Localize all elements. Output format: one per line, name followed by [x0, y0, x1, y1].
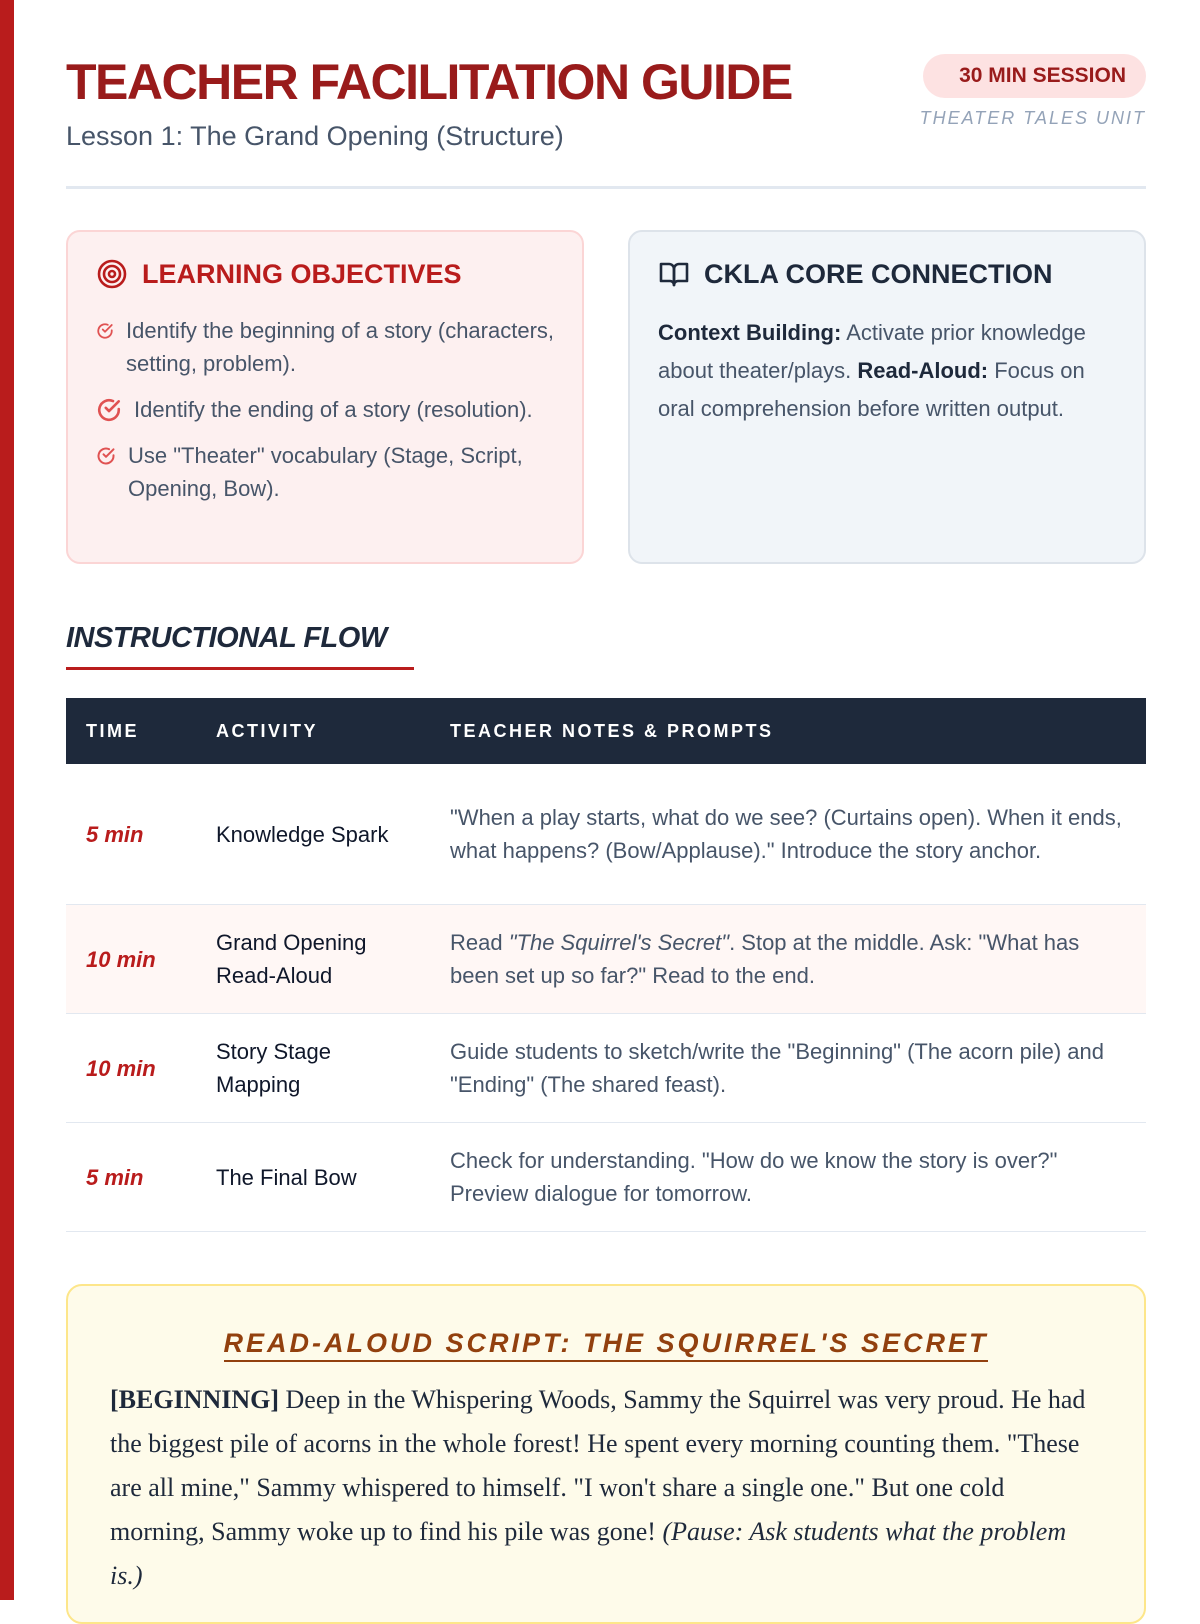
- read-aloud-title-text: READ-ALOUD SCRIPT: THE SQUIRREL'S SECRET: [224, 1328, 989, 1362]
- row-time: 10 min: [66, 1014, 196, 1123]
- open-book-icon: [658, 258, 690, 290]
- read-aloud-text: Focus on oral comprehension before written output.: [658, 358, 1085, 421]
- table-row: [66, 764, 1146, 905]
- table-row: [66, 905, 1146, 1014]
- ckla-heading: CKLA CORE CONNECTION: [704, 258, 1053, 289]
- objective-text: Identify the ending of a story (resolution).: [134, 397, 533, 422]
- ckla-connection-card: [628, 230, 1146, 564]
- read-aloud-script-box: [66, 1284, 1146, 1624]
- table-row: [66, 1014, 1146, 1123]
- learning-objectives-card: [66, 230, 584, 564]
- row-time: 5 min: [66, 1123, 196, 1232]
- objectives-heading: LEARNING OBJECTIVES: [142, 258, 462, 289]
- row-time: 10 min: [66, 905, 196, 1014]
- unit-label: THEATER TALES UNIT: [919, 108, 1146, 128]
- page-title: TEACHER FACILITATION GUIDE: [66, 54, 792, 110]
- table-row: [66, 1123, 1146, 1232]
- row-activity: Story Stage Mapping: [196, 1014, 430, 1123]
- read-aloud-label: Read-Aloud:: [857, 358, 989, 383]
- column-header-time: TIME: [66, 698, 196, 764]
- objectives-list: [96, 314, 556, 518]
- instructional-flow-table: [66, 698, 1146, 1232]
- facilitation-guide-page: [66, 0, 1146, 1590]
- ckla-description: [658, 314, 1120, 428]
- column-header-notes: TEACHER NOTES & PROMPTS: [430, 698, 1146, 764]
- check-circle-icon: [96, 393, 134, 426]
- table-header-row: [66, 698, 1146, 764]
- section-marker: [BEGINNING]: [110, 1385, 280, 1414]
- instructional-flow-heading: INSTRUCTIONAL FLOW: [66, 622, 387, 654]
- target-icon: [96, 258, 128, 290]
- read-aloud-title: [68, 1328, 1144, 1359]
- row-activity: Knowledge Spark: [196, 764, 430, 905]
- objectives-header: [96, 258, 462, 290]
- context-building-label: Context Building:: [658, 320, 842, 345]
- row-activity: Grand Opening Read-Aloud: [196, 905, 430, 1014]
- page-header: [66, 0, 1146, 189]
- row-notes: [430, 905, 1146, 1014]
- row-notes: Check for understanding. "How do we know the story is over?" Preview dialogue for tomorrow.: [430, 1123, 1146, 1232]
- heading-underline: [66, 667, 414, 670]
- pause-note: (Pause: Ask students what the problem is.): [110, 1517, 1067, 1590]
- check-circle-icon: [96, 314, 126, 347]
- context-building-text: Activate prior knowledge about theater/plays.: [658, 320, 1086, 383]
- left-accent-bar: [0, 0, 14, 1600]
- objective-text: Identify the beginning of a story (characters, setting, problem).: [126, 318, 555, 376]
- story-title-emphasis: "The Squirrel's Secret": [508, 930, 730, 955]
- row-notes-pre: Read: [450, 930, 509, 955]
- session-badge: 30 MIN SESSION: [923, 54, 1146, 98]
- story-text: Deep in the Whispering Woods, Sammy the Squirrel was very proud. He had the biggest pile of acorns in the whole forest! He spent every morning counting them. "These are all mine," Sammy whispered to himself. "I won't share a single one." But one cold morning, Sammy woke up to find his pile was gone!: [110, 1385, 1086, 1546]
- row-notes: "When a play starts, what do we see? (Curtains open). When it ends, what happens? (Bow/Applause)." Introduce the story anchor.: [430, 764, 1146, 905]
- objective-text: Use "Theater" vocabulary (Stage, Script, Opening, Bow).: [128, 443, 523, 501]
- row-activity: The Final Bow: [196, 1123, 430, 1232]
- row-notes-post: . Stop at the middle. Ask: "What has been set up so far?" Read to the end.: [450, 930, 1080, 988]
- column-header-activity: ACTIVITY: [196, 698, 430, 764]
- objective-item: [96, 439, 556, 505]
- check-circle-icon: [96, 439, 128, 472]
- row-notes: Guide students to sketch/write the "Beginning" (The acorn pile) and "Ending" (The shared feast).: [430, 1014, 1146, 1123]
- lesson-subtitle: Lesson 1: The Grand Opening (Structure): [66, 121, 564, 151]
- row-time: 5 min: [66, 764, 196, 905]
- overview-cards: [66, 230, 1146, 566]
- read-aloud-text: [110, 1378, 1100, 1598]
- ckla-header: [658, 258, 1053, 290]
- objective-item: [96, 393, 556, 426]
- objective-item: [96, 314, 556, 380]
